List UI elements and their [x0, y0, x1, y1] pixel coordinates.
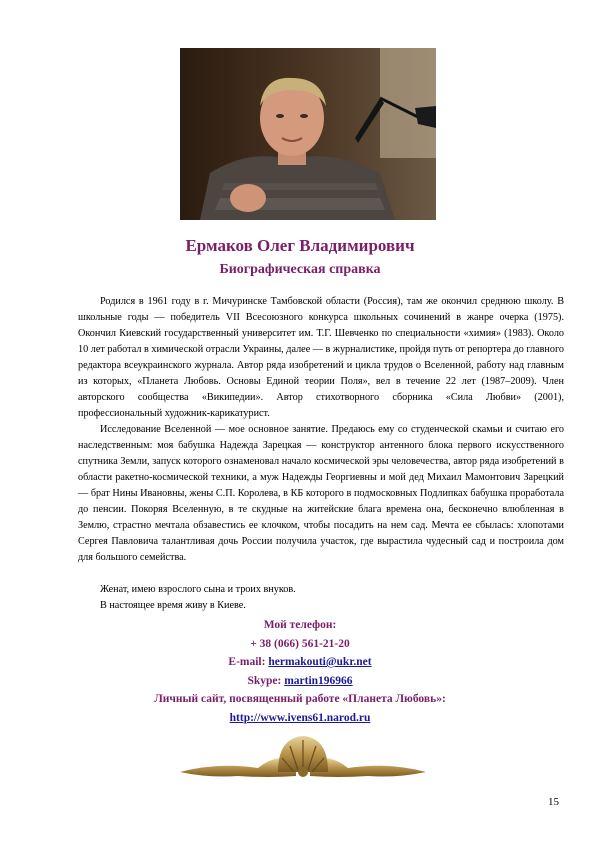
bio-paragraph: Женат, имею взрослого сына и троих внуков.: [100, 584, 296, 595]
bio-paragraph: Исследование Вселенной — мое основное занятие. Предаюсь ему со студенческой скамьи и считаю его наследственным: моя бабушка Надежда Зарецкая — конструктор антенного блока первого искусственного спутника Земли, запуск которого ознаменовал начало космической эры человечества, автор ряда изобретений в области ракетно-космической техники, а муж Надежды Георгиевны и мой дед Михаил Мамонтович Зарецкий — брат Нины Ивановны, жены С.П. Королева, в КБ которого в подмосковных Подлипках бабушка проработала до пенсии. Покоряя Вселенную, в те скудные на житейские блага времена она, бесконечно влюбленная в Землю, страстно мечтала обзавестись ее клочком, чтобы посадить на нем сад. Мечта ее сбылась: хлопотами Сергея Павловича талантливая дочь России получила участок, где вырастила чудесный сад и построила дом для большого семейства.: [78, 424, 564, 563]
skype-label: Skype:: [247, 674, 282, 687]
decorative-ornament: [178, 732, 428, 782]
email-link[interactable]: hermakouti@ukr.net: [268, 656, 372, 668]
bio-paragraph: Родился в 1961 году в г. Мичуринске Тамбовской области (Россия), там же окончил среднюю школу. В школьные годы — победитель VII Всесоюзного конкурса школьных сочинений в жанре очерка (1975). Окончил Киевский государственный университет им. Т.Г. Шевченко по специальности «химия» (1983). Около 10 лет работал в химической отрасли Украины, далее — в журналистике, пройдя путь от репортера до главного редактора всеукраинского журнала. Автор ряда изобретений и цикла трудов о Вселенной, работу над главным из которых, «Планета Любовь. Основы Единой теории Поля», вел в течение 22 лет (1987–2009). Член авторского сообщества «Википедии». Автор стихотворного сборника «Сила Любви» (2001), профессиональный художник-карикатурист.: [78, 296, 564, 419]
portrait-photo: [180, 48, 436, 220]
skype-link[interactable]: martin196966: [284, 674, 353, 687]
biography-text: [78, 294, 564, 614]
bio-paragraph: В настоящее время живу в Киеве.: [100, 600, 246, 611]
page-number: 15: [548, 796, 559, 808]
email-line: [0, 653, 600, 672]
site-label: Личный сайт, посвященный работе «Планета Любовь»:: [154, 693, 446, 705]
page-subtitle: Биографическая справка: [219, 262, 381, 277]
site-link[interactable]: http://www.ivens61.narod.ru: [229, 711, 371, 724]
contact-block: [0, 616, 600, 727]
phone-label: Мой телефон:: [263, 619, 337, 631]
person-name: Ермаков Олег Владимирович: [185, 236, 415, 255]
email-label: E-mail:: [228, 656, 266, 668]
skype-line: [0, 672, 600, 691]
phone-number: + 38 (066) 561-21-20: [250, 637, 350, 650]
